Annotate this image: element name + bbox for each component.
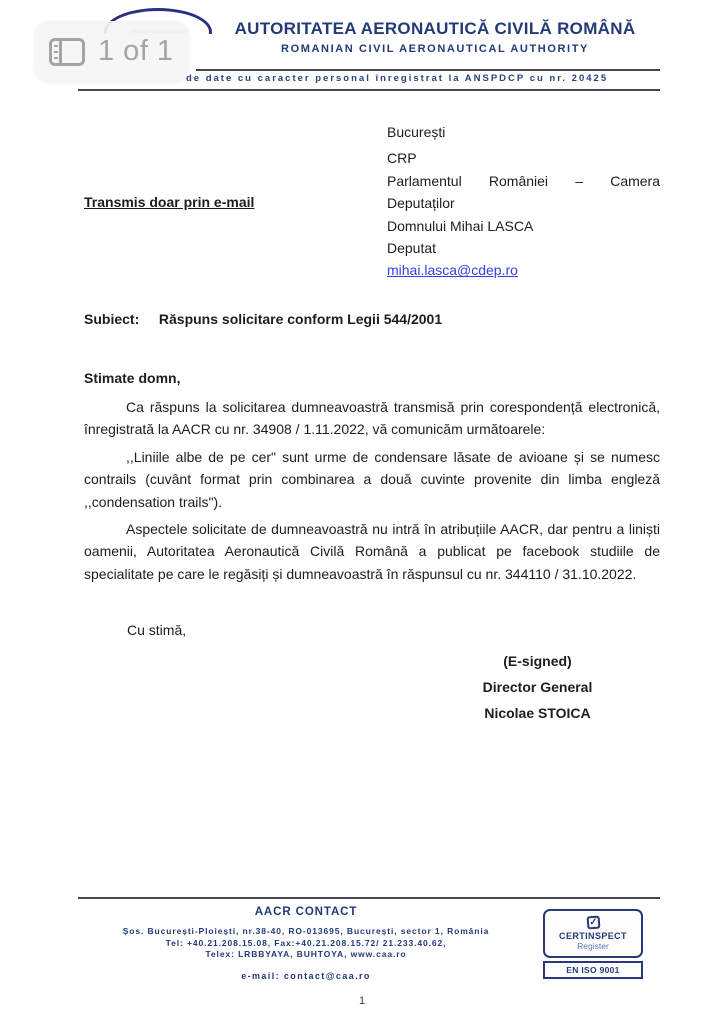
recipient-city: București bbox=[387, 124, 446, 140]
subject-label: Subiect: bbox=[84, 311, 140, 327]
footer-address: Șos. București-Ploiești, nr.38-40, RO-013695, București, sector 1, România bbox=[122, 926, 490, 936]
recipient-org-abbr: CRP bbox=[387, 150, 417, 167]
org-subtitle: ROMANIAN CIVIL AERONAUTICAL AUTHORITY bbox=[281, 43, 589, 55]
letter-body bbox=[84, 396, 660, 590]
recipient-block bbox=[387, 121, 660, 282]
signature-block bbox=[420, 648, 655, 726]
header-rule-top bbox=[196, 69, 660, 71]
header-rule-bottom bbox=[78, 89, 660, 91]
transmission-note: Transmis doar prin e-mail bbox=[84, 194, 255, 210]
certinspect-name: CERTINSPECT bbox=[559, 931, 627, 941]
subject-text: Răspuns solicitare conform Legii 544/2001 bbox=[158, 311, 443, 327]
closing: Cu stimă, bbox=[127, 622, 187, 638]
page-indicator-label: 1 of 1 bbox=[98, 35, 174, 67]
footer-contact-block bbox=[80, 906, 532, 981]
footer-telex: Telex: LRBBYAYA, BUHTOYA, www.caa.ro bbox=[205, 949, 407, 959]
org-title: AUTORITATEA AERONAUTICĂ CIVILĂ ROMÂNĂ bbox=[234, 19, 636, 38]
signature-esigned: (E-signed) bbox=[503, 653, 572, 669]
subject-row bbox=[84, 311, 442, 327]
page-thumbnail-icon bbox=[49, 38, 85, 66]
registration-line: de date cu caracter personal înregistrat la ANSPDCP cu nr. 20425 bbox=[186, 73, 609, 84]
certification-badge bbox=[543, 909, 643, 979]
footer-email: e-mail: contact@caa.ro bbox=[241, 970, 371, 981]
recipient-email-link[interactable]: mihai.lasca@cdep.ro bbox=[387, 262, 518, 279]
salutation: Stimate domn, bbox=[84, 370, 181, 386]
paragraph-1: Ca răspuns la solicitarea dumneavoastră transmisă prin corespondență electronică, înregistrată la AACR cu nr. 34908 / 1.11.2022, vă comunicăm următoarele: bbox=[84, 399, 660, 438]
signature-name: Nicolae STOICA bbox=[484, 705, 591, 721]
recipient-addressee: Domnului Mihai LASCA bbox=[387, 217, 534, 234]
certinspect-checkbox-icon: ✓ bbox=[586, 916, 600, 930]
footer-contact-title: AACR CONTACT bbox=[254, 906, 358, 918]
page-indicator[interactable] bbox=[34, 21, 189, 82]
paragraph-3: Aspectele solicitate de dumneavoastră nu intră în atribuțiile AACR, dar pentru a liniști oamenii, Autoritatea Aeronautică Civilă Română a publicat pe facebook studiile de specialitate pe care le regăsiți și dumneavoastră în răspunsul cu nr. 344110 / 31.10.2022. bbox=[84, 521, 660, 582]
certinspect-box bbox=[543, 909, 643, 958]
signature-role: Director General bbox=[482, 679, 593, 695]
recipient-org-line: Parlamentul României – Camera bbox=[387, 172, 660, 189]
recipient-org-line: Deputaților bbox=[387, 195, 455, 212]
footer-phones: Tel: +40.21.208.15.08, Fax:+40.21.208.15.72/ 21.233.40.62, bbox=[165, 937, 447, 948]
page-number: 1 bbox=[358, 995, 366, 1007]
footer-rule bbox=[78, 897, 660, 899]
iso-standard: EN ISO 9001 bbox=[543, 961, 643, 979]
recipient-role: Deputat bbox=[387, 240, 437, 257]
paragraph-2: ,,Liniile albe de pe cer" sunt urme de condensare lăsate de avioane și se numesc contrails (cuvânt format prin combinarea a două cuvinte provenite din limba engleză ,,condensation trails"). bbox=[84, 448, 660, 510]
certinspect-register: Register bbox=[577, 941, 609, 951]
